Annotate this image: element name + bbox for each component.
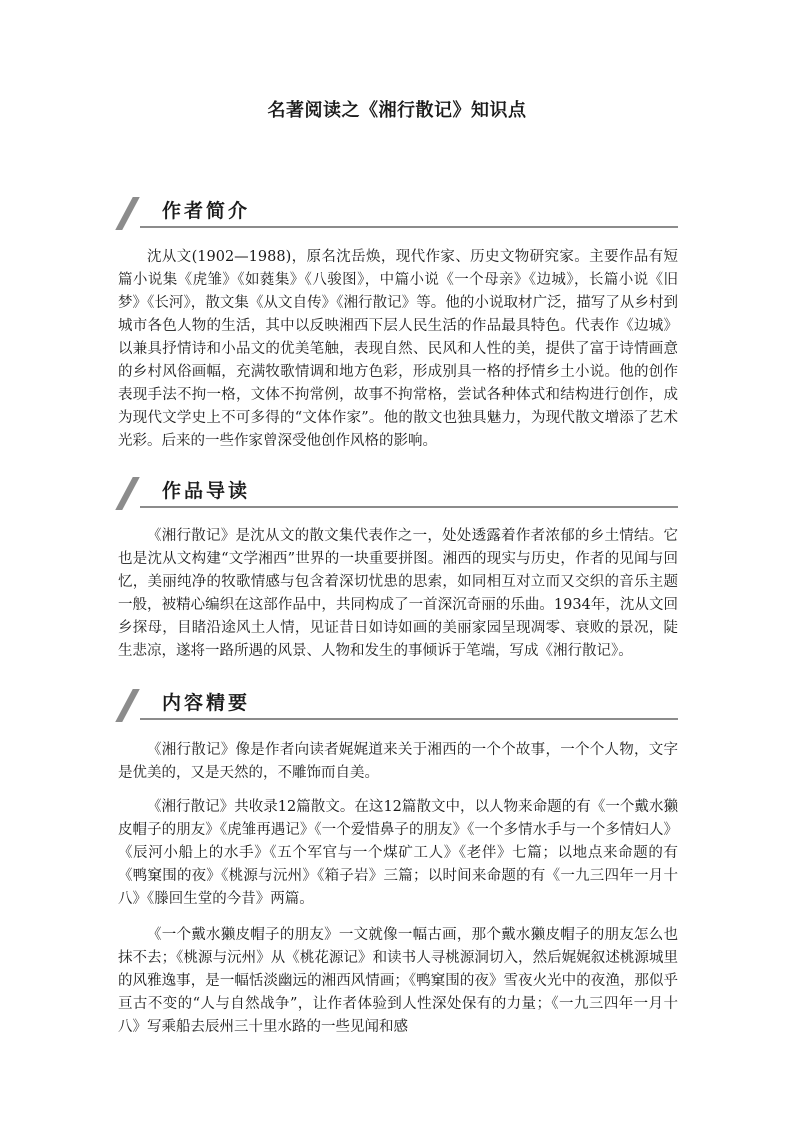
section-header-summary (118, 688, 678, 728)
section-header-guide (118, 476, 678, 516)
paragraph: 《湘行散记》是沈从文的散文集代表作之一，处处透露着作者浓郁的乡土情结。它也是沈从文构建“文学湘西”世界的一块重要拼图。湘西的现实与历史，作者的见闻与回忆，美丽纯净的牧歌情感与包含着深切忧患的思索，如同相互对立而又交织的音乐主题一般，被精心编织在这部作品中，共同构成了一首深沉奇丽的乐曲。1934年，沈从文回乡探母，目睹沿途风土人情，见证昔日如诗如画的美丽家园呈现凋零、衰败的景况，陡生悲凉，遂将一路所遇的风景、人物和发生的事倾诉于笔端，写成《湘行散记》。 (118, 528, 678, 659)
paragraph: 《湘行散记》像是作者向读者娓娓道来关于湘西的一个个故事，一个个人物，文字是优美的，又是天然的，不雕饰而自美。 (118, 742, 678, 781)
paragraph: 《湘行散记》共收录12篇散文。在这12篇散文中，以人物来命题的有《一个戴水獭皮帽子的朋友》《虎雏再遇记》《一个爱惜鼻子的朋友》《一个多情水手与一个多情妇人》《辰河小船上的水手》《五个军官与一个煤矿工人》《老伴》七篇；以地点来命题的有《鸭窠围的夜》《桃源与沅州》《箱子岩》三篇；以时间来命题的有《一九三四年一月十八》《滕回生堂的今昔》两篇。 (118, 799, 678, 907)
paragraph: 沈从文(1902—1988)，原名沈岳焕，现代作家、历史文物研究家。主要作品有短篇小说集《虎雏》《如蕤集》《八骏图》，中篇小说《一个母亲》《边城》，长篇小说《旧梦》《长河》，散文集《从文自传》《湘行散记》等。他的小说取材广泛，描写了从乡村到城市各色人物的生活，其中以反映湘西下层人民生活的作品最具特色。代表作《边城》以兼具抒情诗和小品文的优美笔触，表现自然、民风和人性的美，提供了富于诗情画意的乡村风俗画幅，充满牧歌情调和地方色彩，形成别具一格的抒情乡土小说。他的创作表现手法不拘一格，文体不拘常例，故事不拘常格，尝试各种体式和结构进行创作，成为现代文学史上不可多得的“文体作家”。他的散文也独具魅力，为现代散文增添了艺术光彩。后来的一些作家曾深受他创作风格的影响。 (118, 249, 678, 449)
section-heading: 作品导读 (162, 480, 251, 502)
section-underline (140, 226, 678, 228)
section-underline (140, 718, 678, 720)
section-underline (140, 506, 678, 508)
section-slash-decoration (115, 197, 140, 230)
section-slash-decoration (115, 689, 140, 722)
section-header-author (118, 196, 678, 236)
document-title: 名著阅读之《湘行散记》知识点 (267, 100, 527, 121)
section-heading: 内容精要 (162, 692, 251, 714)
section-heading: 作者简介 (162, 200, 251, 222)
paragraph: 《一个戴水獭皮帽子的朋友》一文就像一幅古画，那个戴水獭皮帽子的朋友怎么也抹不去；《桃源与沅州》从《桃花源记》和读书人寻桃源洞切入，然后娓娓叙述桃源城里的风雅逸事，是一幅恬淡幽远的湘西风情画；《鸭窠围的夜》雪夜火光中的夜渔，那似乎亘古不变的“人与自然战争”，让作者体验到人性深处保有的力量；《一九三四年一月十八》写乘船去辰州三十里水路的一些见闻和感 (118, 927, 678, 1035)
section-slash-decoration (115, 477, 140, 510)
